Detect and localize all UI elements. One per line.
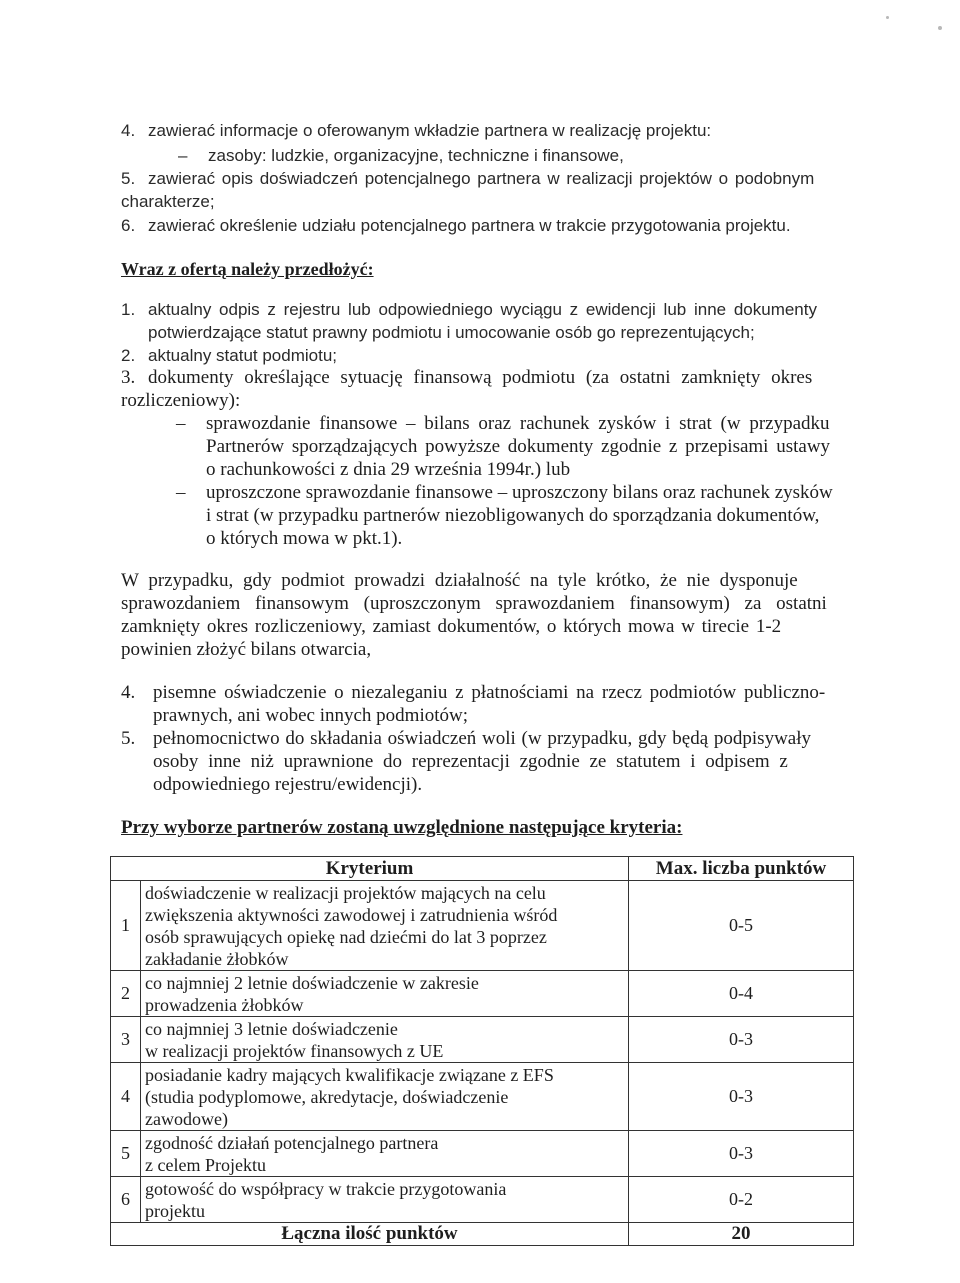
table-row (111, 1131, 854, 1177)
list-item-line: prawnych, ani wobec innych podmiotów; (153, 705, 469, 726)
row-points: 0-3 (629, 1063, 854, 1131)
row-number: 2 (111, 971, 141, 1017)
table-row (111, 1063, 854, 1131)
list-item-text-cont: rozliczeniowy): (121, 390, 241, 411)
list-marker: 4. (121, 682, 136, 703)
row-number: 1 (111, 881, 141, 971)
dash-marker: – (176, 482, 186, 503)
sub-item-line: o których mowa w pkt.1). (206, 528, 403, 549)
list-item-line: pisemne oświadczenie o niezaleganiu z płatnościami na rzecz podmiotów publiczno- (153, 682, 826, 703)
list-item-line: osoby inne niż uprawnione do reprezentacji zgodnie ze statutem i odpisem z (153, 751, 788, 772)
list-marker: 2. (121, 346, 136, 365)
paragraph-line: W przypadku, gdy podmiot prowadzi działalność na tyle krótko, że nie dysponuje (121, 570, 798, 591)
row-number: 3 (111, 1017, 141, 1063)
dash-marker: – (176, 413, 186, 434)
header-criterion: Kryterium (111, 857, 629, 881)
table-row (111, 971, 854, 1017)
header-points: Max. liczba punktów (629, 857, 854, 881)
row-points: 0-5 (629, 881, 854, 971)
row-points: 0-3 (629, 1017, 854, 1063)
list-marker: 4. (121, 121, 136, 140)
list-marker: 6. (121, 216, 136, 235)
list-item-text: dokumenty określające sytuację finansową podmiotu (za ostatni zamknięty okres (148, 367, 813, 388)
list-item-text: aktualny statut podmiotu; (148, 346, 338, 365)
list-item-text: aktualny odpis z rejestru lub odpowiedniego wyciągu z ewidencji lub inne dokumenty (148, 300, 817, 319)
criteria-heading: Przy wyborze partnerów zostaną uwzględnione następujące kryteria: (121, 817, 683, 838)
list-item-text: zawierać informacje o oferowanym wkładzie partnera w realizację projektu: (148, 121, 712, 140)
row-number: 6 (111, 1177, 141, 1223)
list-item-text: zawierać określenie udziału potencjalnego partnera w trakcie przygotowania projektu. (148, 216, 791, 235)
row-criterion: zgodność działań potencjalnego partnera z celem Projektu (141, 1131, 629, 1177)
list-marker: 1. (121, 300, 136, 319)
list-marker: 5. (121, 728, 136, 749)
paragraph-line: sprawozdaniem finansowym (uproszczonym sprawozdaniem finansowym) za ostatni (121, 593, 827, 614)
table-row (111, 1017, 854, 1063)
total-label: Łączna ilość punktów (111, 1223, 629, 1246)
sub-item-line: uproszczone sprawozdanie finansowe – uproszczony bilans oraz rachunek zysków (206, 482, 833, 503)
section-heading: Wraz z ofertą należy przedłożyć: (121, 259, 374, 279)
row-number: 5 (111, 1131, 141, 1177)
list-marker: 3. (121, 367, 136, 388)
list-item-text: zawierać opis doświadczeń potencjalnego partnera w realizacji projektów o podobnym (148, 169, 815, 188)
row-points: 0-2 (629, 1177, 854, 1223)
paragraph-line: powinien złożyć bilans otwarcia, (121, 639, 372, 660)
table-row (111, 881, 854, 971)
table-row (111, 1177, 854, 1223)
row-number: 4 (111, 1063, 141, 1131)
list-marker: 5. (121, 169, 136, 188)
row-criterion: posiadanie kadry mających kwalifikacje związane z EFS (studia podyplomowe, akredytacje, doświadczenie zawodowe) (141, 1063, 629, 1131)
row-criterion: doświadczenie w realizacji projektów mających na celu zwiększenia aktywności zawodowej i zatrudnienia wśród osób sprawujących opiekę nad dziećmi do lat 3 poprzez zakładanie żłobków (141, 881, 629, 971)
row-criterion: gotowość do współpracy w trakcie przygotowania projektu (141, 1177, 629, 1223)
row-points: 0-4 (629, 971, 854, 1017)
criteria-table (110, 856, 854, 1246)
list-item-text-cont: charakterze; (121, 192, 215, 211)
scan-speck (938, 26, 942, 30)
list-item-text: zasoby: ludzkie, organizacyjne, techniczne i finansowe, (208, 146, 624, 165)
total-value: 20 (629, 1223, 854, 1246)
table-header-row (111, 857, 854, 881)
sub-item-line: Partnerów sporządzających powyższe dokumenty zgodnie z przepisami ustawy (206, 436, 831, 457)
table-total-row (111, 1223, 854, 1246)
list-item-line: pełnomocnictwo do składania oświadczeń woli (w przypadku, gdy będą podpisywały (153, 728, 812, 749)
row-points: 0-3 (629, 1131, 854, 1177)
list-item-line: odpowiedniego rejestru/ewidencji). (153, 774, 423, 795)
sub-item-line: sprawozdanie finansowe – bilans oraz rachunek zysków i strat (w przypadku (206, 413, 830, 434)
scan-speck (886, 16, 889, 19)
paragraph-line: zamknięty okres rozliczeniowy, zamiast dokumentów, o których mowa w tirecie 1-2 (121, 616, 782, 637)
sub-item-line: i strat (w przypadku partnerów niezobligowanych do sporządzania dokumentów, (206, 505, 820, 526)
dash-marker: – (178, 146, 188, 165)
row-criterion: co najmniej 2 letnie doświadczenie w zakresie prowadzenia żłobków (141, 971, 629, 1017)
list-item-text-cont: potwierdzające statut prawny podmiotu i umocowanie osób go reprezentujących; (148, 323, 755, 342)
sub-item-line: o rachunkowości z dnia 29 września 1994r.) lub (206, 459, 571, 480)
row-criterion: co najmniej 3 letnie doświadczenie w realizacji projektów finansowych z UE (141, 1017, 629, 1063)
